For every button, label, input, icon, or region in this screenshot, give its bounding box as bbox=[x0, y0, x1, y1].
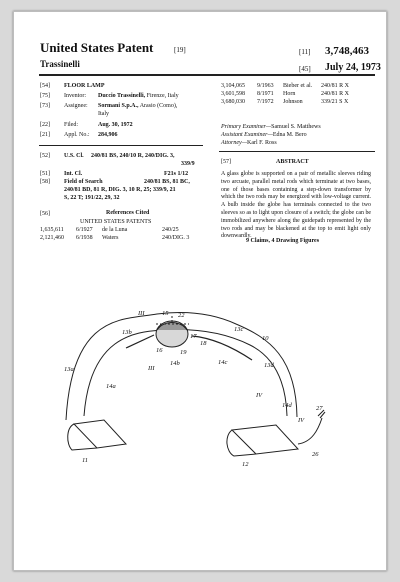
floor-lamp-drawing bbox=[14, 12, 388, 572]
primary-examiner-label: Primary Examiner— bbox=[221, 124, 272, 130]
assistant-examiner-name: Edna M. Bero bbox=[272, 132, 307, 138]
label-11: 11 bbox=[82, 457, 89, 464]
label-section-IV: IV bbox=[256, 392, 263, 399]
label-15: 15 bbox=[162, 310, 169, 317]
assignee-country: Italy bbox=[98, 111, 109, 117]
reference-name: Waters bbox=[102, 235, 119, 241]
field-label: Field of Search bbox=[64, 179, 103, 185]
inventor-code: [75] bbox=[40, 93, 50, 99]
claims-summary: 9 Claims, 4 Drawing Figures bbox=[246, 238, 320, 244]
abstract-heading: ABSTRACT bbox=[276, 159, 309, 165]
inventor-surname: Trassinelli bbox=[40, 59, 80, 69]
label-13c: 13c bbox=[234, 326, 244, 333]
primary-examiner-name: Samuel S. Matthews bbox=[271, 124, 321, 130]
abstract-code: [57] bbox=[221, 159, 231, 165]
int-cl-label: Int. Cl. bbox=[64, 171, 83, 177]
reference-number: 1,635,611 bbox=[40, 227, 64, 233]
references-heading: References Cited bbox=[106, 210, 150, 216]
reference-name: Johnson bbox=[283, 99, 303, 105]
date-code: [45] bbox=[299, 65, 311, 73]
reference-name: Horn bbox=[283, 91, 296, 97]
reference-number: 3,104,065 bbox=[221, 83, 245, 89]
reference-class: 240/25 bbox=[162, 227, 179, 233]
label-10: 10 bbox=[262, 335, 269, 342]
reference-class: 339/21 S X bbox=[321, 99, 349, 105]
us-cl-code: [52] bbox=[40, 153, 50, 159]
label-12: 12 bbox=[242, 461, 249, 468]
label-16: 16 bbox=[156, 347, 163, 354]
reference-date: 6/1927 bbox=[76, 227, 93, 233]
label-13b: 13b bbox=[122, 329, 132, 336]
label-27: 27 bbox=[316, 405, 323, 412]
invention-title: FLOOR LAMP bbox=[64, 83, 105, 89]
title-code: [19] bbox=[174, 46, 186, 54]
inventor-label: Inventor: bbox=[64, 93, 86, 99]
label-13d: 13d bbox=[264, 362, 274, 369]
title-field-code: [54] bbox=[40, 83, 50, 89]
label-14a: 14a bbox=[106, 383, 116, 390]
label-18: 18 bbox=[200, 340, 207, 347]
us-cl-value: 240/81 BS, 240/10 R, 240/DIG. 3, bbox=[91, 153, 175, 159]
appl-no-code: [21] bbox=[40, 132, 50, 138]
attorney-label: Attorney— bbox=[221, 140, 247, 146]
assignee-label: Assignee: bbox=[64, 103, 88, 109]
field-value-2: 240/81 BD, 81 R, DIG. 3, 10 R, 25; 339/9, 21 bbox=[64, 187, 176, 193]
inventor-location: Firenze, Italy bbox=[146, 93, 179, 99]
filed-label: Filed: bbox=[64, 122, 79, 128]
reference-class: 240/81 R X bbox=[321, 83, 350, 89]
label-22: 22 bbox=[178, 312, 185, 319]
filed-value: Aug. 30, 1972 bbox=[98, 122, 133, 128]
reference-number: 2,121,460 bbox=[40, 235, 64, 241]
field-value: 240/81 BS, 81 BC, bbox=[144, 179, 190, 185]
reference-number: 3,601,598 bbox=[221, 91, 245, 97]
label-17: 17 bbox=[190, 333, 197, 340]
label-13a: 13a bbox=[64, 366, 74, 373]
appl-no-label: Appl. No.: bbox=[64, 132, 90, 138]
int-cl-value: F21s 1/12 bbox=[164, 171, 189, 177]
assignee-location: Arasio (Como), bbox=[139, 103, 178, 109]
label-14c: 14c bbox=[218, 359, 228, 366]
reference-number: 3,680,030 bbox=[221, 99, 245, 105]
label-section-III-bottom: III bbox=[148, 365, 155, 372]
assignee-code: [73] bbox=[40, 103, 50, 109]
int-cl-code: [51] bbox=[40, 171, 50, 177]
patent-page bbox=[13, 11, 387, 571]
assignee-name: Sormani S.p.A., bbox=[98, 103, 139, 109]
filed-code: [22] bbox=[40, 122, 50, 128]
label-section-III-top: III bbox=[138, 310, 145, 317]
abstract-text: A glass globe is supported on a pair of metallic sleeves riding two arcuate, parallel metal rods which terminate at two bases, one of those bases containing a step-down transformer by which the two rods may be energized with low-voltage current. A bulb inside the globe has terminals connected to the two sleeves so as to light upon closure of a switch; the globe can be immobilized anywhere along the guidepath represented by the two rods and may be blackened at the top to emit light only downwardly. bbox=[221, 171, 371, 240]
us-cl-label: U.S. Cl. bbox=[64, 153, 84, 159]
reference-name: Bieber et al. bbox=[283, 83, 313, 89]
label-14d: 14d bbox=[282, 402, 292, 409]
field-code: [58] bbox=[40, 179, 50, 185]
reference-date: 8/1971 bbox=[257, 91, 274, 97]
attorney-name: Karl F. Ross bbox=[247, 140, 277, 146]
patent-number-code: [11] bbox=[299, 48, 311, 56]
label-section-IV-right: IV bbox=[298, 417, 305, 424]
reference-name: de la Luna bbox=[102, 227, 128, 233]
assistant-examiner-label: Assistant Examiner— bbox=[221, 132, 273, 138]
label-14b: 14b bbox=[170, 360, 180, 367]
right-base bbox=[232, 425, 298, 454]
reference-date: 6/1938 bbox=[76, 235, 93, 241]
reference-class: 240/DIG. 3 bbox=[162, 235, 190, 241]
patent-title: United States Patent bbox=[40, 40, 154, 55]
appl-no-value: 284,906 bbox=[98, 132, 118, 138]
inner-arc-line bbox=[84, 330, 287, 416]
patent-date: July 24, 1973 bbox=[325, 62, 381, 73]
patent-number: 3,748,463 bbox=[325, 45, 369, 57]
reference-class: 240/81 R X bbox=[321, 91, 350, 97]
label-26: 26 bbox=[312, 451, 319, 458]
inventor-name: Duccio Trassinelli, bbox=[98, 93, 146, 99]
field-value-3: S, 22 T; 191/22, 29, 32 bbox=[64, 195, 120, 201]
references-code: [56] bbox=[40, 211, 50, 217]
label-19: 19 bbox=[180, 349, 187, 356]
us-cl-value-2: 339/9 bbox=[181, 161, 195, 167]
reference-date: 7/1972 bbox=[257, 99, 274, 105]
left-base bbox=[74, 420, 126, 448]
reference-date: 9/1963 bbox=[257, 83, 274, 89]
references-subheading: UNITED STATES PATENTS bbox=[80, 219, 152, 225]
